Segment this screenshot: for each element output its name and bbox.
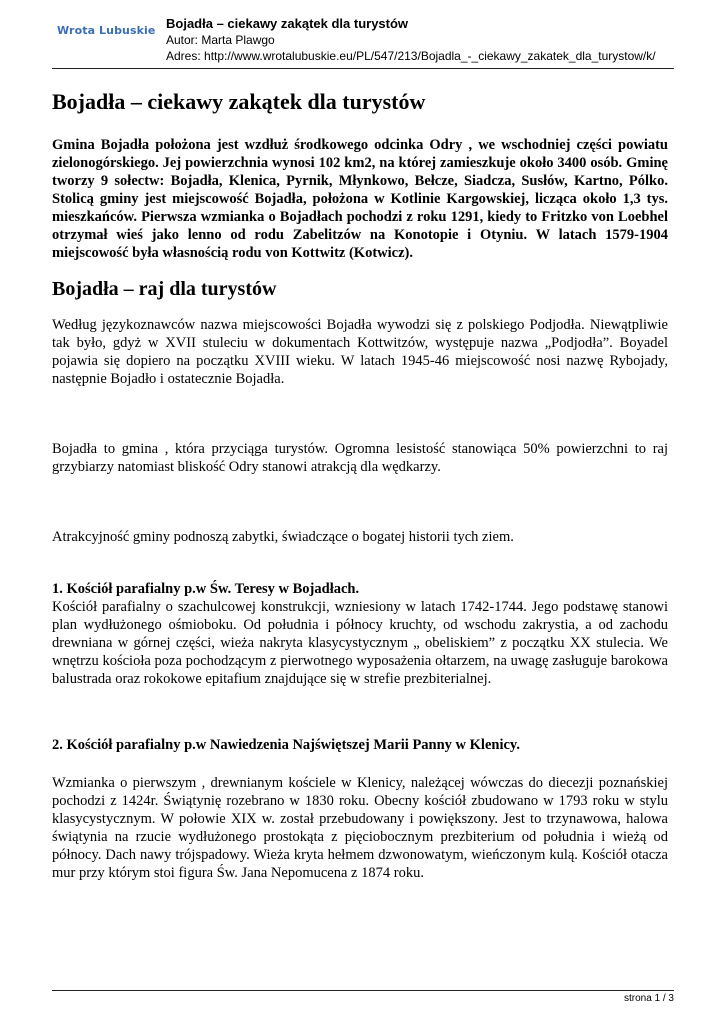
church1-title: 1. Kościół parafialny p.w Św. Teresy w Bojadłach. <box>52 581 360 597</box>
paragraph-tourism: Bojadła to gmina , która przyciąga turystów. Ogromna lesistość stanowiąca 50% powierzchni to raj grzybiarzy natomiast bliskość Odry stanowi atrakcją dla wędkarzy. <box>52 441 668 475</box>
header-address: Adres: http://www.wrotalubuskie.eu/PL/547/213/Bojadla_-_ciekawy_zakatek_dla_turystow/k/ <box>166 49 656 63</box>
church2-title: 2. Kościół parafialny p.w Nawiedzenia Najświętszej Marii Panny w Klenicy. <box>52 737 520 753</box>
header-title: Bojadła – ciekawy zakątek dla turystów <box>166 16 409 31</box>
article-intro: Gmina Bojadła położona jest wzdłuż środkowego odcinka Odry , we wschodniej części powiatu zielonogórskiego. Jej powierzchnia wynosi 102 km2, na której zamieszkuje około 3400 osób. Gminę tworzy 9 sołectw: Bojadła, Klenica, Pyrnik, Młynkowo, Bełcze, Siadcza, Susłów, Kartno, Pólko. Stolicą gminy jest miejscowość Bojadła, położona w Kotlinie Kargowskiej, licząca około 1,3 tys. mieszkańców. Pierwsza wzmianka o Bojadłach pochodzi z roku 1291, kiedy to Fritzko von Loebhel otrzymał wieś jako lenno od rodu Zabelitzów na Konotopie i Otyniu. W latach 1579-1904 miejscowość była własnością rodu von Kottwitz (Kotwicz). <box>52 137 668 261</box>
page-header <box>52 12 674 69</box>
page-footer <box>52 990 674 1004</box>
wrota-lubuskie-logo: Wrota Lubuskie <box>57 24 156 37</box>
header-meta <box>166 16 656 64</box>
church2-text: Wzmianka o pierwszym , drewnianym kościele w Klenicy, należącej wówczas do diecezji poznańskiej pochodzi z 1424r. Świątynię rozebrano w 1830 roku. Obecny kościół zbudowano w 1793 roku w stylu klasycystycznym. W połowie XIX w. został przebudowany i powiększony. Jest to trzynawowa, halowa świątynia na rzucie wydłużonego prostokąta z pięciobocznym prezbiterium od południa i wieżą od północy. Dach nawy trójspadowy. Wieża kryta hełmem dzwonowatym, wieńczonym kulą. Kościół otacza mur przy którym stoi figura Św. Jana Nepomucena z 1874 roku. <box>52 775 668 881</box>
paragraph-monuments: Atrakcyjność gminy podnoszą zabytki, świadczące o bogatej historii tych ziem. <box>52 529 514 545</box>
header-author: Autor: Marta Plawgo <box>166 33 275 47</box>
church1-text: Kościół parafialny o szachulcowej konstrukcji, wzniesiony w latach 1742-1744. Jego podstawę stanowi plan wydłużonego ośmioboku. Od południa i północy kruchty, od wschodu zakrystia, a od zachodu drewniana w górnej części, wieża nakryta klasycystycznym „ obeliskiem” z początku XX stulecia. We wnętrzu kościoła poza pochodzącym z pierwotnego wyposażenia ołtarzem, na uwagę zasługuje barokowa balustrada oraz rokokowe epitafium znajdujące się w strefie prezbiterialnej. <box>52 599 668 687</box>
section-title: Bojadła – raj dla turystów <box>52 278 277 300</box>
article-title: Bojadła – ciekawy zakątek dla turystów <box>52 89 426 114</box>
article-body <box>52 88 668 882</box>
page-number: strona 1 / 3 <box>623 993 674 1004</box>
paragraph-etymology: Według językoznawców nazwa miejscowości Bojadła wywodzi się z polskiego Podjodła. Niewątpliwie tak było, gdyż w XVII stuleciu w dokumentach Kottwitzów, występuje nazwa „Podjodła”. Boyadel pojawia się dopiero na początku XVIII wieku. W latach 1945-46 miejscowość nosi nazwę Rybojady, następnie Bojadło i ostatecznie Bojadła. <box>52 317 668 387</box>
